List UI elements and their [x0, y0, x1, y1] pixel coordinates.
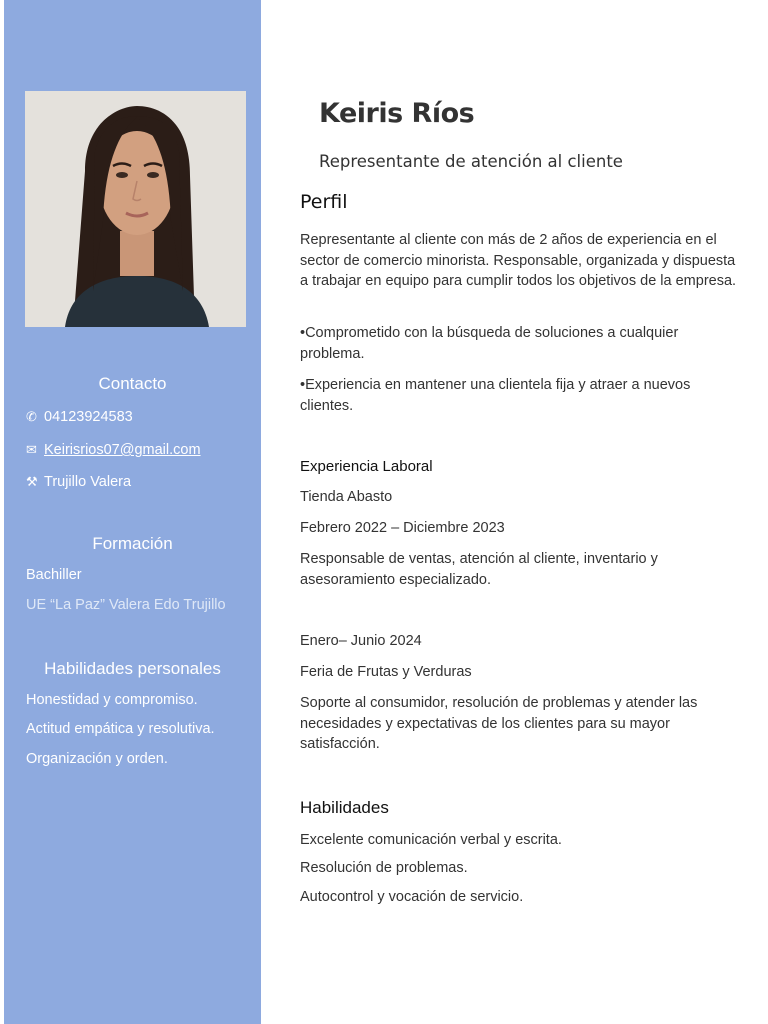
email-link[interactable]: Keirisrios07@gmail.com: [44, 442, 201, 458]
profile-photo: [25, 91, 246, 327]
job-description: Soporte al consumidor, resolución de problemas y atender las necesidades y expectativas de los clientes para su mayor satisfacción.: [300, 695, 698, 752]
job-company: Tienda Abasto: [300, 489, 393, 505]
mail-icon: ✉: [26, 442, 37, 457]
pin-icon: ⚒: [26, 474, 38, 489]
contact-email: [26, 442, 201, 458]
education-school: UE “La Paz” Valera Edo Trujillo: [26, 597, 226, 613]
sidebar: [4, 0, 261, 1024]
experience-heading: Experiencia Laboral: [300, 458, 433, 475]
profile-bullet: •Comprometido con la búsqueda de soluciones a cualquier problema.: [300, 325, 679, 362]
location-text: Trujillo Valera: [44, 474, 132, 490]
contact-location: [26, 474, 131, 490]
candidate-role: Representante de atención al cliente: [319, 152, 623, 171]
education-heading: Formación: [92, 534, 173, 553]
job-company: Feria de Frutas y Verduras: [300, 664, 472, 680]
contact-heading: Contacto: [98, 374, 167, 393]
portrait-image: [25, 91, 246, 327]
phone-icon: ✆: [26, 409, 37, 424]
job-dates: Enero– Junio 2024: [300, 633, 422, 649]
profile-summary: Representante al cliente con más de 2 años de experiencia en el sector de comercio minorista. Responsable, organizada y dispuesta a trabajar en equipo para cumplir todos los objetivos de la empresa.: [300, 232, 737, 289]
job-dates: Febrero 2022 – Diciembre 2023: [300, 520, 505, 536]
skill-item: Resolución de problemas.: [300, 860, 468, 876]
skill-item: Excelente comunicación verbal y escrita.: [300, 832, 562, 848]
job-description: Responsable de ventas, atención al cliente, inventario y asesoramiento especializado.: [300, 551, 658, 588]
candidate-name: Keiris Ríos: [319, 98, 475, 129]
profile-bullet: •Experiencia en mantener una clientela fija y atraer a nuevos clientes.: [300, 377, 691, 414]
education-degree: Bachiller: [26, 567, 82, 583]
skills-heading: Habilidades: [300, 798, 389, 817]
personal-skill-item: Actitud empática y resolutiva.: [26, 721, 215, 737]
phone-text: 04123924583: [44, 409, 133, 425]
personal-skill-item: Organización y orden.: [26, 751, 168, 767]
personal-skills-heading: Habilidades personales: [44, 659, 221, 678]
contact-phone: [26, 409, 133, 425]
profile-heading: Perfil: [300, 191, 348, 213]
skill-item: Autocontrol y vocación de servicio.: [300, 889, 524, 905]
personal-skill-item: Honestidad y compromiso.: [26, 692, 198, 708]
